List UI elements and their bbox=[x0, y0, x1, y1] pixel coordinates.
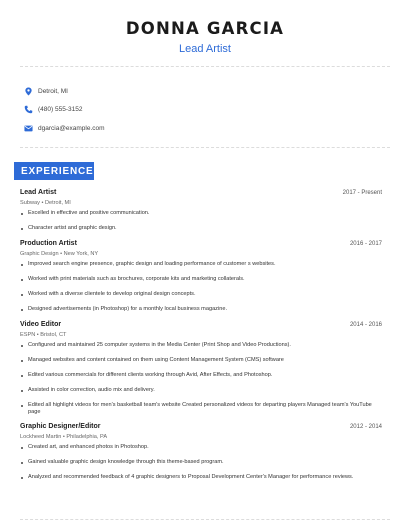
job-dates: 2016 - 2017 bbox=[349, 241, 382, 247]
candidate-name: DONNA GARCIA bbox=[125, 19, 285, 38]
job-dates: 2012 - 2014 bbox=[349, 423, 382, 430]
bullet-item: Created art, and enhanced photos in Photoshop. bbox=[20, 444, 382, 451]
bullet-item: Edited various commercials for different clients working through Avid, After Effects, and Photoshop. bbox=[20, 372, 382, 379]
job-bullets bbox=[20, 261, 382, 313]
email-text[interactable]: dgarcia@example.com bbox=[38, 124, 105, 132]
contact-phone bbox=[22, 101, 105, 119]
divider bbox=[20, 519, 390, 520]
job-title: Lead Artist bbox=[20, 189, 57, 196]
job-entry bbox=[20, 321, 382, 417]
location-pin-icon bbox=[22, 85, 34, 97]
divider bbox=[20, 147, 390, 148]
job-title: Production Artist bbox=[20, 240, 77, 247]
job-entry bbox=[20, 240, 382, 313]
divider bbox=[20, 66, 390, 67]
job-entry bbox=[20, 423, 382, 481]
candidate-title: Lead Artist bbox=[179, 43, 231, 55]
job-organization: Lockheed Martin • Philadelphia, PA bbox=[20, 433, 108, 440]
job-organization: Graphic Design • New York, NY bbox=[20, 251, 99, 257]
experience-list bbox=[20, 189, 382, 489]
contact-info bbox=[22, 82, 105, 138]
contact-location bbox=[22, 82, 105, 100]
bullet-item: Improved search engine presence, graphic design and loading performance of customer s websites. bbox=[20, 261, 382, 268]
bullet-item: Character artist and graphic design. bbox=[20, 225, 382, 232]
email-icon bbox=[22, 122, 34, 134]
job-bullets bbox=[20, 210, 382, 232]
job-dates: 2014 - 2016 bbox=[349, 322, 382, 328]
bullet-item: Analyzed and recommended feedback of 4 graphic designers to Proposal Development Center's Manager for performance reviews. bbox=[20, 474, 382, 481]
job-title: Graphic Designer/Editor bbox=[20, 422, 101, 430]
location-text: Detroit, MI bbox=[38, 87, 68, 95]
bullet-item: Managed websites and content contained on them using Content Management System (CMS) software bbox=[20, 357, 382, 364]
bullet-item: Worked with print materials such as brochures, corporate kits and marketing collaterals. bbox=[20, 276, 382, 283]
bullet-item: Gained valuable graphic design knowledge through this theme-based program. bbox=[20, 459, 382, 466]
job-dates: 2017 - Present bbox=[342, 190, 382, 196]
job-organization: ESPN • Bristol, CT bbox=[20, 332, 67, 338]
job-organization: Subway • Detroit, MI bbox=[20, 200, 71, 206]
bullet-item: Assisted in color correction, audio mix and delivery. bbox=[20, 387, 382, 394]
bullet-item: Edited all highlight videos for men's basketball team's website Created personalized videos for departing players Managed team's YouTube page bbox=[20, 402, 382, 417]
job-bullets bbox=[20, 444, 382, 481]
contact-email bbox=[22, 119, 105, 137]
resume-header bbox=[0, 0, 410, 55]
job-entry bbox=[20, 189, 382, 232]
phone-icon bbox=[22, 104, 34, 116]
section-heading-experience: EXPERIENCE bbox=[14, 162, 94, 180]
phone-text: (480) 555-3152 bbox=[38, 106, 83, 113]
bullet-item: Worked with a diverse clientele to develop original design concepts. bbox=[20, 291, 382, 298]
bullet-item: Excelled in effective and positive communication. bbox=[20, 210, 382, 217]
job-title: Video Editor bbox=[20, 321, 62, 328]
bullet-item: Designed advertisements (in Photoshop) for a monthly local business magazine. bbox=[20, 306, 382, 313]
job-bullets bbox=[20, 342, 382, 417]
bullet-item: Configured and maintained 25 computer systems in the Media Center (Print Shop and Video Productions). bbox=[20, 342, 382, 349]
